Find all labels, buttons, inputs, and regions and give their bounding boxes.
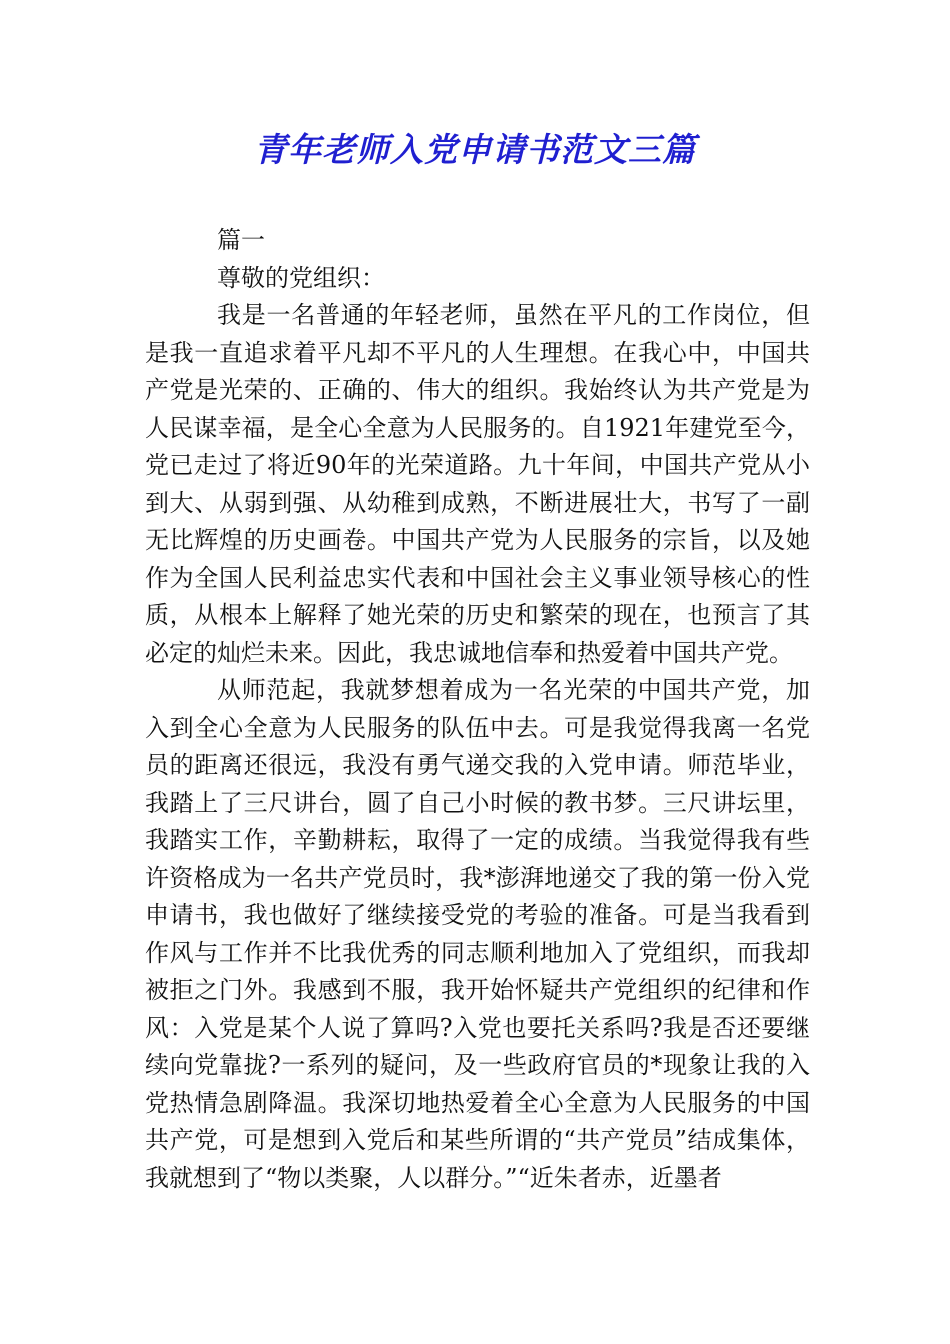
document-body <box>145 222 810 1197</box>
document-title: 青年老师入党申请书范文三篇 <box>254 130 696 169</box>
salutation: 尊敬的党组织： <box>217 263 385 292</box>
paragraph: 从师范起，我就梦想着成为一名光荣的中国共产党，加入到全心全意为人民服务的队伍中去。可是我觉得我离一名党员的距离还很远，我没有勇气递交我的入党申请。师范毕业，我踏上了三尺讲台，圆了自己小时候的教书梦。三尺讲坛里，我踏实工作，辛勤耕耘，取得了一定的成绩。当我觉得我有些许资格成为一名共产党员时，我*澎湃地递交了我的第一份入党申请书，我也做好了继续接受党的考验的准备。可是当我看到作风与工作并不比我优秀的同志顺利地加入了党组织，而我却被拒之门外。我感到不服，我开始怀疑共产党组织的纪律和作风：入党是某个人说了算吗?入党也要托关系吗?我是否还要继续向党靠拢?一系列的疑问，及一些政府官员的*现象让我的入党热情急剧降温。我深切地热爱着全心全意为人民服务的中国共产党，可是想到入党后和某些所谓的“共产党员”结成集体，我就想到了“物以类聚，人以群分。”“近朱者赤，近墨者 <box>145 676 810 1192</box>
section-label: 篇一 <box>217 226 265 254</box>
paragraph: 我是一名普通的年轻老师，虽然在平凡的工作岗位，但是我一直追求着平凡却不平凡的人生理想。在我心中，中国共产党是光荣的、正确的、伟大的组织。我始终认为共产党是为人民谋幸福，是全心全意为人民服务的。自1921年建党至今，党已走过了将近90年的光荣道路。九十年间，中国共产党从小到大、从弱到强、从幼稚到成熟，不断进展壮大，书写了一副无比辉煌的历史画卷。中国共产党为人民服务的宗旨，以及她作为全国人民利益忠实代表和中国社会主义事业领导核心的性质，从根本上解释了她光荣的历史和繁荣的现在，也预言了其必定的灿烂未来。因此，我忠诚地信奉和热爱着中国共产党。 <box>145 301 810 667</box>
